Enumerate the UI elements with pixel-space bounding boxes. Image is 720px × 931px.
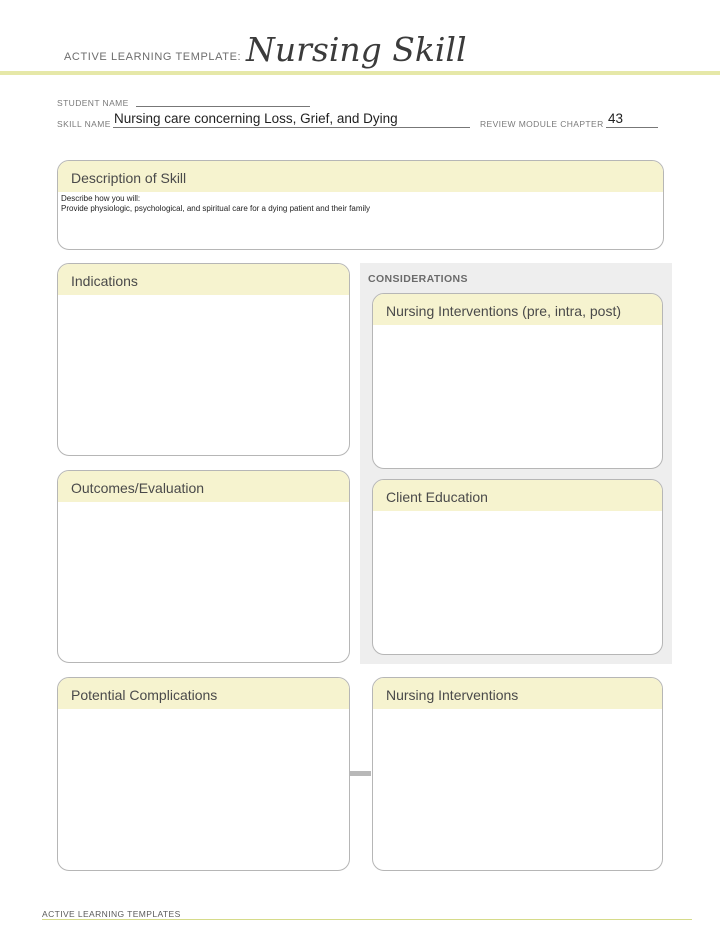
skill-name-label: SKILL NAME [57,119,111,129]
student-name-label: STUDENT NAME [57,98,129,108]
nursing-interventions-pre-box[interactable] [372,293,663,469]
footer-label: ACTIVE LEARNING TEMPLATES [42,909,181,919]
indications-box[interactable] [57,263,350,456]
description-box [57,160,664,250]
considerations-label: CONSIDERATIONS [368,273,468,285]
description-line-2: Provide physiologic, psychological, and spiritual care for a dying patient and their family [61,204,371,213]
description-title: Description of Skill [58,161,663,192]
box-connector [350,771,371,776]
template-title: Nursing Skill [246,30,467,69]
header-divider [0,71,720,75]
review-module-label: REVIEW MODULE CHAPTER [480,119,604,129]
template-header [0,0,720,74]
description-line-1: Describe how you will: [61,194,141,203]
skill-name-value: Nursing care concerning Loss, Grief, and Dying [114,111,398,126]
outcomes-title: Outcomes/Evaluation [58,471,349,502]
review-module-value: 43 [608,111,624,126]
outcomes-box[interactable] [57,470,350,663]
template-label: ACTIVE LEARNING TEMPLATE: [64,51,242,63]
complications-title: Potential Complications [58,678,349,709]
skill-name-field[interactable] [113,127,470,128]
client-education-box[interactable] [372,479,663,655]
indications-title: Indications [58,264,349,295]
description-body[interactable] [58,192,663,216]
nursing-interventions-box[interactable] [372,677,663,871]
review-module-field[interactable] [606,127,658,128]
footer-divider [42,919,692,920]
complications-box[interactable] [57,677,350,871]
student-name-field[interactable] [136,106,310,107]
nursing-interventions-pre-title: Nursing Interventions (pre, intra, post) [373,294,662,325]
client-education-title: Client Education [373,480,662,511]
nursing-interventions-title: Nursing Interventions [373,678,662,709]
